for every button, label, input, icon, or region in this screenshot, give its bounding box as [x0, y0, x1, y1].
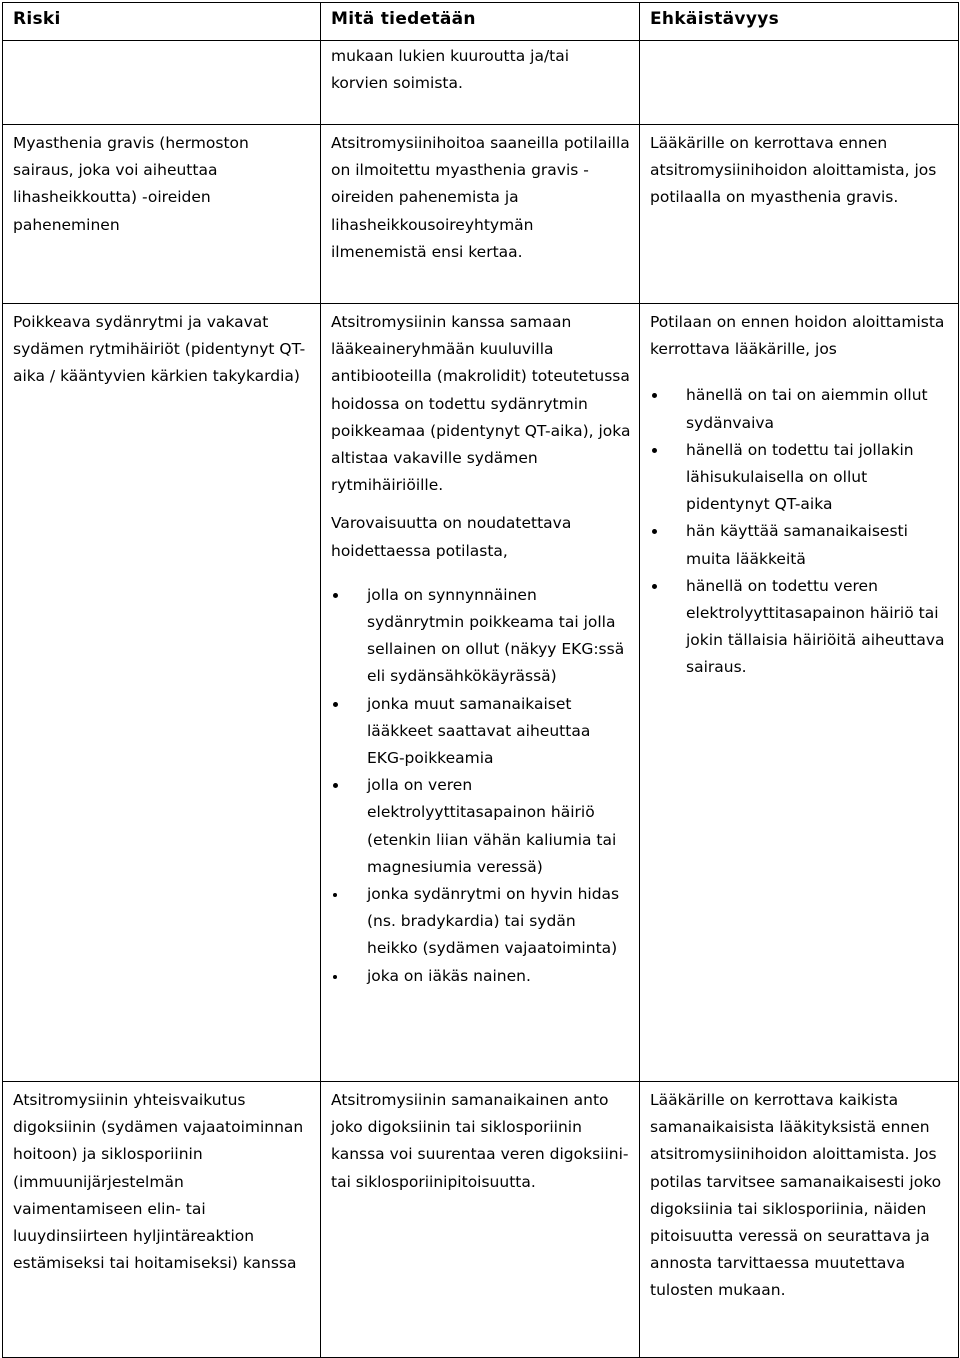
prevention-cell [640, 125, 959, 304]
risk-cell [3, 41, 321, 125]
known-paragraph-1: Atsitromysiinin kanssa samaan lääkeaineryhmään kuuluvilla antibiooteilla (makrolidit) toteutetussa hoidossa on todettu sydänrytmin poikkeamaa (pidentynyt QT-aika), joka altistaa vakaville sydämen rytmihäiriöille. [331, 313, 631, 495]
known-cell [321, 41, 640, 125]
header-known: Mitä tiedetään [321, 3, 640, 41]
table-row-interaction [3, 1082, 959, 1358]
table-row-myasthenia [3, 125, 959, 304]
list-item: hän käyttää samanaikaisesti muita lääkkeitä [650, 518, 950, 572]
list-item: hänellä on tai on aiemmin ollut sydänvaiva [650, 382, 950, 436]
header-row [3, 3, 959, 41]
list-item: jolla on veren elektrolyyttitasapainon häiriö (etenkin liian vähän kaliumia tai magnesiumia veressä) [331, 772, 631, 881]
known-paragraph-2: Varovaisuutta on noudatettava hoidettaessa potilasta, [331, 514, 572, 560]
risk-cell [3, 1082, 321, 1358]
header-prevention: Ehkäistävyys [640, 3, 959, 41]
known-text: Atsitromysiinin samanaikainen anto joko digoksiinin tai siklosporiinin kanssa voi suurentaa veren digoksiini- tai siklosporiinipitoisuutta. [331, 1091, 629, 1191]
known-text: mukaan lukien kuuroutta ja/tai korvien soimista. [331, 47, 570, 93]
list-item: hänellä on todettu tai jollakin lähisukulaisella on ollut pidentynyt QT-aika [650, 437, 950, 519]
table-row-qt [3, 304, 959, 1082]
known-text: Atsitromysiinihoitoa saaneilla potilailla on ilmoitettu myasthenia gravis -oireiden pahenemista ja lihasheikkousoireyhtymän ilmenemistä ensi kertaa. [331, 134, 630, 261]
known-cell [321, 304, 640, 1082]
known-bullet-list [331, 582, 631, 990]
risk-text: Atsitromysiinin yhteisvaikutus digoksiinin (sydämen vajaatoiminnan hoitoon) ja siklosporiinin (immuunijärjestelmän vaimentamiseen elin- tai luuydinsiirteen hyljintäreaktion estämiseksi tai hoitamiseksi) kanssa [13, 1091, 304, 1273]
table-row-hearing [3, 41, 959, 125]
prevention-intro: Potilaan on ennen hoidon aloittamista kerrottava lääkärille, jos [650, 313, 945, 359]
prevention-bullet-list [650, 382, 950, 681]
prevention-text: Lääkärille on kerrottava kaikista samanaikaisista lääkityksistä ennen atsitromysiinihoidon aloittamista. Jos potilas tarvitsee samanaikaisesti joko digoksiinia tai siklosporiinia, näiden pitoisuutta veressä on seurattava ja annosta tarvittaessa muutettava tulosten mukaan. [650, 1091, 942, 1300]
prevention-cell [640, 304, 959, 1082]
prevention-text: Lääkärille on kerrottava ennen atsitromysiinihoidon aloittamista, jos potilaalla on myasthenia gravis. [650, 134, 937, 207]
risk-cell [3, 304, 321, 1082]
list-item: jonka muut samanaikaiset lääkkeet saattavat aiheuttaa EKG-poikkeamia [331, 691, 631, 773]
prevention-cell [640, 1082, 959, 1358]
list-item: jonka sydänrytmi on hyvin hidas (ns. bradykardia) tai sydän heikko (sydämen vajaatoiminta) [331, 881, 631, 963]
list-item: joka on iäkäs nainen. [331, 963, 631, 990]
risk-table [2, 2, 959, 1358]
prevention-cell [640, 41, 959, 125]
header-risk: Riski [3, 3, 321, 41]
risk-text: Poikkeava sydänrytmi ja vakavat sydämen rytmihäiriöt (pidentynyt QT-aika / kääntyvien kärkien takykardia) [13, 313, 306, 386]
known-cell [321, 125, 640, 304]
list-item: hänellä on todettu veren elektrolyyttitasapainon häiriö tai jokin tällaisia häiriöitä aiheuttava sairaus. [650, 573, 950, 682]
risk-text: Myasthenia gravis (hermoston sairaus, joka voi aiheuttaa lihasheikkoutta) -oireiden paheneminen [13, 134, 249, 234]
list-item: jolla on synnynnäinen sydänrytmin poikkeama tai jolla sellainen on ollut (näkyy EKG:ssä eli sydänsähkökäyrässä) [331, 582, 631, 691]
risk-cell [3, 125, 321, 304]
known-cell [321, 1082, 640, 1358]
